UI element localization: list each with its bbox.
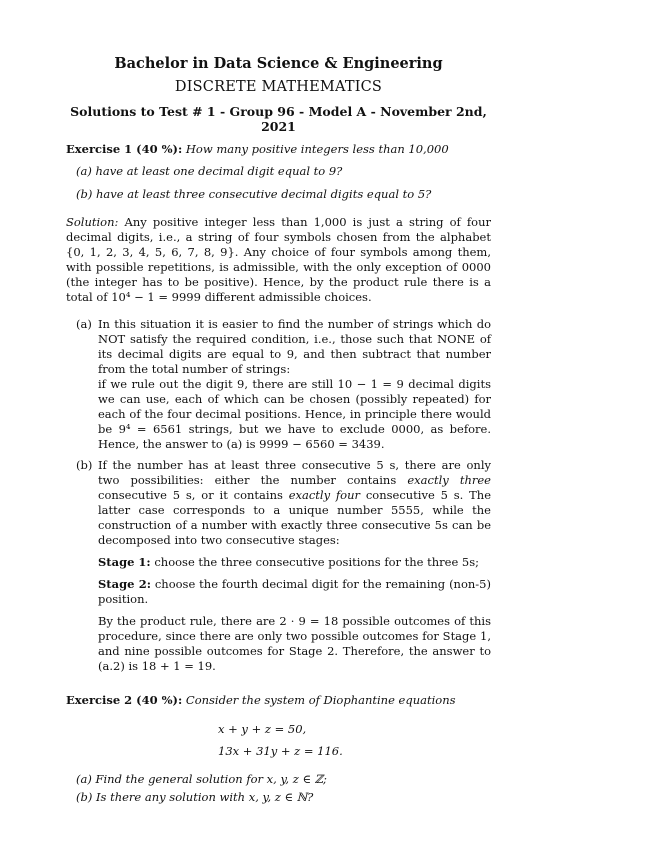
part-b-paragraph-1 — [98, 458, 491, 548]
emphasis: exactly four — [288, 488, 361, 502]
part-a-paragraph-2: if we rule out the digit 9, there are still 10 − 1 = 9 decimal digits we can use, each of which can be chosen (possibly repeated) for each of the four decimal positions. Hence, in principle there would be 9⁴ = 6561 strings, but we have to exclude 0000, as before. Hence, the answer to (a) is 9999 − 6560 = 3439. — [98, 377, 491, 451]
solution-part-b — [76, 458, 491, 674]
text-run: consecutive 5 s, or it contains — [98, 488, 283, 502]
question-label: (a) — [76, 164, 92, 178]
part-b-label: (b) — [76, 458, 93, 472]
equation-text: x + y + z = 50, — [218, 722, 307, 736]
text-run: consecutive 5 s. The latter case corresponds to a unique number 5555, while the construction of a number with exactly three consecutive 5s can be decomposed into two consecutive stages: — [98, 488, 492, 547]
exercise-2-prompt: Consider the system of Diophantine equations — [185, 693, 456, 707]
exercise-1-heading — [66, 142, 491, 157]
exercise-2-title: Exercise 2 (40 %): — [66, 693, 183, 707]
program-title: Bachelor in Data Science & Engineering — [114, 55, 443, 72]
solution-label: Solution: — [66, 215, 119, 229]
text-run: If the number has at least three consecutive 5 s, there are only two possibilities: either the number contains — [98, 458, 491, 487]
stage-1-label: Stage 1: — [98, 555, 151, 569]
part-b-final-paragraph: By the product rule, there are 2 · 9 = 18 possible outcomes of this procedure, since there are only two possible outcomes for Stage 1, and nine possible outcomes for Stage 2. Therefore, the answer to (a.2) is 18 + 1 = 19. — [98, 614, 491, 673]
question-text: Is there any solution with x, y, z ∈ ℕ? — [96, 790, 314, 804]
question-label: (a) — [76, 772, 92, 786]
exercise-2-question-b — [76, 790, 491, 805]
question-text: have at least three consecutive decimal digits equal to 5? — [96, 187, 432, 201]
equation-text: 13x + 31y + z = 116. — [218, 744, 343, 758]
question-label: (b) — [76, 790, 93, 804]
exercise-1-question-a — [76, 164, 491, 179]
part-a-paragraph-1: In this situation it is easier to find the number of strings which do NOT satisfy the required condition, i.e., those such that NONE of its decimal digits are equal to 9, and then subtract that number from the total number of strings: — [98, 317, 491, 376]
solution-text: Any positive integer less than 1,000 is just a string of four decimal digits, i.e., a string of four symbols chosen from the alphabet {0, 1, 2, 3, 4, 5, 6, 7, 8, 9}. Any choice of four symbols among them, with possible repetitions, is admissible, with the only exception of 0000 (the integer has to be positive). Hence, by the product rule there is a total of 10⁴ − 1 = 9999 different admissible choices. — [66, 215, 491, 304]
exercise-2-heading — [66, 693, 491, 708]
emphasis: exactly three — [407, 473, 491, 487]
exercise-2-question-a — [76, 772, 491, 787]
stage-2 — [98, 577, 491, 607]
exercise-1-question-b — [76, 187, 491, 202]
question-text: Find the general solution for x, y, z ∈ ℤ; — [95, 772, 327, 786]
stage-1 — [98, 555, 491, 570]
question-label: (b) — [76, 187, 93, 201]
stage-2-label: Stage 2: — [98, 577, 151, 591]
test-subtitle: Solutions to Test # 1 - Group 96 - Model A - November 2nd, 2021 — [70, 104, 487, 134]
solution-part-a — [76, 317, 491, 452]
part-a-label: (a) — [76, 317, 92, 331]
stage-1-text: choose the three consecutive positions for the three 5s; — [154, 555, 480, 569]
exercise-1-prompt: How many positive integers less than 10,000 — [185, 142, 449, 156]
course-title: DISCRETE MATHEMATICS — [174, 79, 383, 95]
exercise-1-solution — [66, 215, 491, 305]
stage-2-text: choose the fourth decimal digit for the remaining (non-5) position. — [98, 577, 491, 606]
exercise-1-title: Exercise 1 (40 %): — [66, 142, 183, 156]
question-text: have at least one decimal digit equal to 9? — [95, 164, 343, 178]
